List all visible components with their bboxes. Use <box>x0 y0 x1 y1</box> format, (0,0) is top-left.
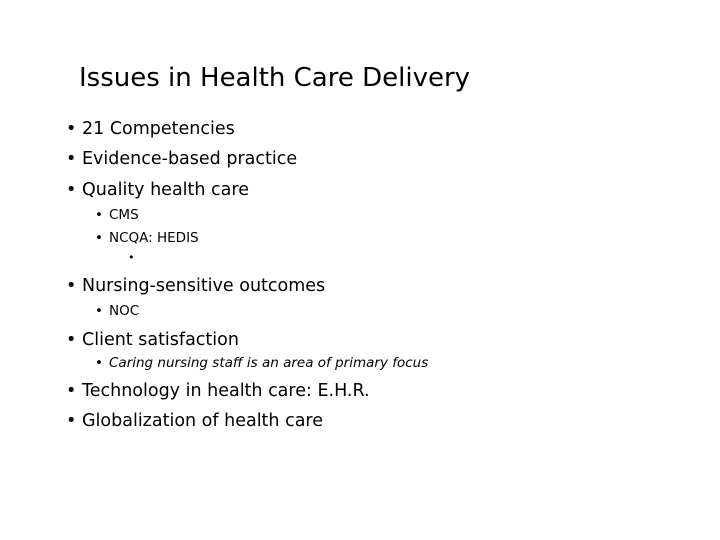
bullet-text: Technology in health care: E.H.R. <box>82 381 370 401</box>
bullet-text: Client satisfaction <box>82 330 239 350</box>
bullet-item-globalization <box>66 410 323 432</box>
bullet-text: Evidence-based practice <box>82 149 298 169</box>
bullet-icon: • <box>95 355 103 371</box>
bullet-item-client <box>66 329 239 351</box>
bullet-text: Quality health care <box>82 180 249 200</box>
bullet-item-competencies <box>66 118 235 140</box>
sub-item-cms <box>95 207 139 224</box>
bullet-icon: • <box>66 180 77 200</box>
bullet-icon: • <box>66 149 77 169</box>
sub-item-ncqa <box>95 230 199 247</box>
bullet-text: 21 Competencies <box>82 119 235 139</box>
bullet-text: Caring nursing staff is an area of primary focus <box>109 355 429 371</box>
bullet-text: NCQA: HEDIS <box>109 230 199 246</box>
bullet-icon: • <box>128 251 135 264</box>
bullet-item-nursing <box>66 275 326 297</box>
bullet-item-evidence <box>66 148 298 170</box>
bullet-icon: • <box>66 330 77 350</box>
bullet-text: Nursing-sensitive outcomes <box>82 276 326 296</box>
bullet-icon: • <box>95 230 103 246</box>
bullet-icon: • <box>95 207 103 223</box>
bullet-icon: • <box>66 381 77 401</box>
bullet-text: NOC <box>109 303 140 319</box>
bullet-icon: • <box>66 411 77 431</box>
bullet-text: Globalization of health care <box>82 411 323 431</box>
sub-item-noc <box>95 303 140 320</box>
bullet-icon: • <box>66 119 77 139</box>
bullet-item-quality <box>66 179 249 201</box>
bullet-icon: • <box>95 303 103 319</box>
sub-item-caring <box>95 355 429 372</box>
bullet-icon: • <box>66 276 77 296</box>
bullet-item-technology <box>66 380 370 402</box>
bullet-text: CMS <box>109 207 139 223</box>
slide-title: Issues in Health Care Delivery <box>79 63 471 93</box>
